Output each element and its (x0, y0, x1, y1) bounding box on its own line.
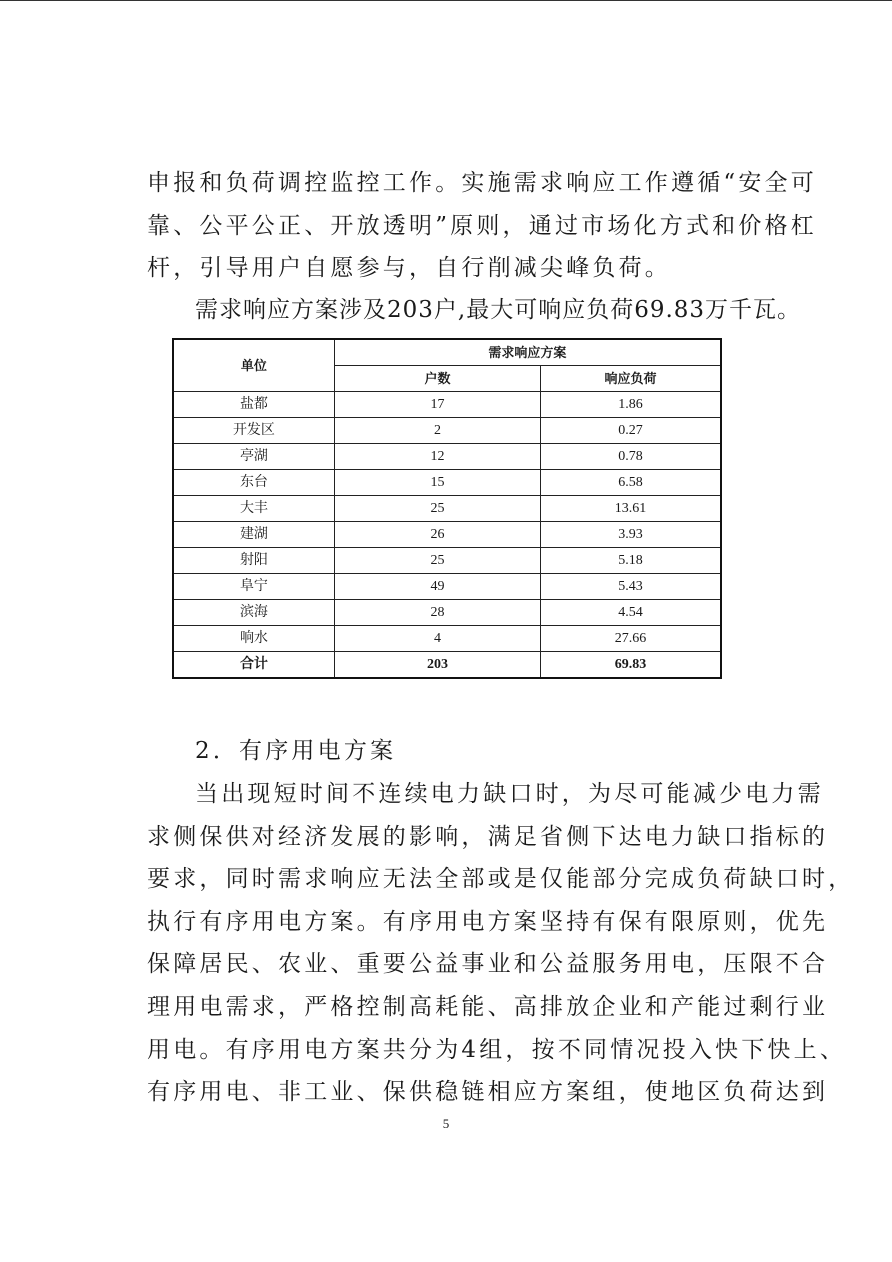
cell-unit: 盐都 (173, 392, 334, 418)
cell-unit: 开发区 (173, 418, 334, 444)
text-line: 保障居民、农业、重要公益事业和公益服务用电，压限不合 (147, 951, 829, 978)
cell-load: 3.93 (541, 522, 721, 548)
cell-load: 6.58 (541, 470, 721, 496)
cell-unit: 大丰 (173, 496, 334, 522)
table-row (173, 496, 721, 522)
cell-unit: 滨海 (173, 600, 334, 626)
text-line: 要求，同时需求响应无法全部或是仅能部分完成负荷缺口时， (147, 866, 855, 893)
cell-load: 13.61 (541, 496, 721, 522)
table-row (173, 626, 721, 652)
cell-households: 4 (334, 626, 540, 652)
table-row (173, 444, 721, 470)
cell-households: 17 (334, 392, 540, 418)
cell-unit: 射阳 (173, 548, 334, 574)
text-line: 杆，引导用户自愿参与，自行削减尖峰负荷。 (147, 255, 671, 282)
cell-households: 2 (334, 418, 540, 444)
cell-unit: 合计 (173, 652, 334, 679)
table-row (173, 600, 721, 626)
cell-households: 12 (334, 444, 540, 470)
cell-load: 0.27 (541, 418, 721, 444)
demand-response-table (172, 338, 722, 679)
header-response-load: 响应负荷 (541, 366, 721, 392)
cell-load: 0.78 (541, 444, 721, 470)
text-line: 求侧保供对经济发展的影响，满足省侧下达电力缺口指标的 (147, 823, 829, 850)
table-row (173, 548, 721, 574)
text-line: 当出现短时间不连续电力缺口时，为尽可能减少电力需 (195, 781, 824, 807)
table-row (173, 392, 721, 418)
cell-unit: 建湖 (173, 522, 334, 548)
section-heading: 2．有序用电方案 (195, 738, 397, 764)
cell-load: 69.83 (541, 652, 721, 679)
cell-households: 25 (334, 496, 540, 522)
table-row (173, 574, 721, 600)
cell-unit: 响水 (173, 626, 334, 652)
cell-households: 26 (334, 522, 540, 548)
cell-unit: 亭湖 (173, 444, 334, 470)
table-row (173, 470, 721, 496)
header-households: 户数 (334, 366, 540, 392)
table-row (173, 522, 721, 548)
cell-unit: 东台 (173, 470, 334, 496)
cell-load: 5.18 (541, 548, 721, 574)
header-response-plan: 需求响应方案 (334, 339, 721, 366)
text-line: 有序用电、非工业、保供稳链相应方案组，使地区负荷达到 (147, 1079, 829, 1106)
cell-load: 27.66 (541, 626, 721, 652)
table-row-total (173, 652, 721, 679)
text-line: 需求响应方案涉及203户,最大可响应负荷69.83万千瓦。 (195, 297, 802, 323)
cell-households: 28 (334, 600, 540, 626)
cell-unit: 阜宁 (173, 574, 334, 600)
page-number: 5 (442, 1116, 450, 1131)
table-row (173, 418, 721, 444)
cell-households: 25 (334, 548, 540, 574)
paragraph-response-summary (195, 289, 802, 332)
paragraph-response-principles (147, 162, 817, 290)
header-unit: 单位 (173, 339, 334, 392)
cell-households: 203 (334, 652, 540, 679)
cell-load: 5.43 (541, 574, 721, 600)
cell-load: 4.54 (541, 600, 721, 626)
text-line: 执行有序用电方案。有序用电方案坚持有保有限原则，优先 (147, 908, 829, 935)
cell-load: 1.86 (541, 392, 721, 418)
cell-households: 49 (334, 574, 540, 600)
top-border-line (0, 0, 892, 1)
paragraph-orderly-power-plan (147, 773, 855, 1114)
text-line: 靠、公平公正、开放透明”原则，通过市场化方式和价格杠 (147, 212, 817, 239)
text-line: 用电。有序用电方案共分为4组，按不同情况投入快下快上、 (147, 1036, 847, 1063)
text-line: 理用电需求，严格控制高耗能、高排放企业和产能过剩行业 (147, 993, 829, 1020)
cell-households: 15 (334, 470, 540, 496)
text-line: 申报和负荷调控监控工作。实施需求响应工作遵循“安全可 (147, 170, 817, 196)
